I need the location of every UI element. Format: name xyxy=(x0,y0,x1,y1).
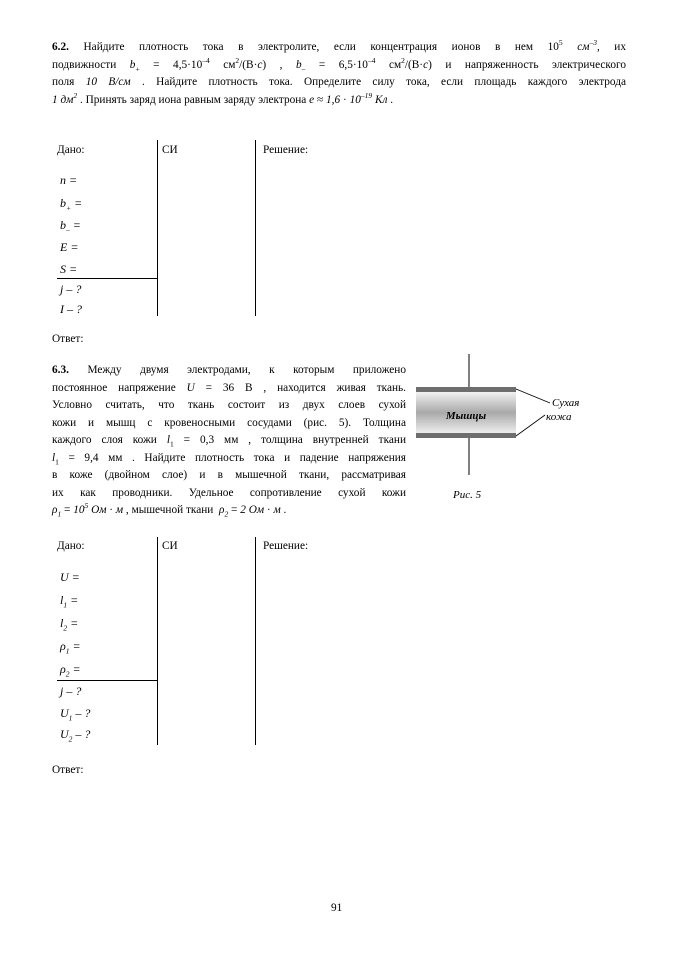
table-2-given-rho1: $\rho_1$ = xyxy=(60,639,81,656)
table-2-given-rho2: $\rho_2$ = xyxy=(60,662,81,679)
table-2-given-l1: $l_1$ = xyxy=(60,593,79,610)
table-2-given-find-separator xyxy=(57,680,157,681)
table-2-si-header: СИ xyxy=(162,540,178,552)
problem-6-3-line-6: $l_1 = 9,4$ мм . Найдите плотность тока и падение напряжения xyxy=(52,451,406,466)
problem-6-2-line-2: подвижности $b_+ = 4,5\cdot 10^{-4}$ $см^2/(В\cdot с)$ , $b_- = 6,5\cdot 10^{-4}$ $см^2/(В\cdot с)$ и напряженность электрического xyxy=(52,55,626,73)
skin-label-line-2: кожа xyxy=(546,411,572,423)
table-1-solution-header: Решение: xyxy=(263,144,309,156)
table-1-si-header: СИ xyxy=(162,144,178,156)
problem-6-2-line-1: 6.2. Найдите плотность тока в электролите, если концентрация ионов в нем $10^5$ $см^{-3}$, их xyxy=(52,38,627,53)
table-1-divider-left xyxy=(157,140,158,316)
problem-6-3-line-2: постоянное напряжение U = 36 В , находится живая ткань. xyxy=(52,381,406,394)
top-skin-layer xyxy=(416,387,516,392)
table-1-divider-right xyxy=(255,140,256,316)
table-1-given-header: Дано: xyxy=(57,144,85,156)
bottom-skin-layer xyxy=(416,433,516,438)
problem-6-3-line-7: в коже (двойном слое) и в мышечной ткани, рассматривая xyxy=(52,469,406,481)
table-2-given-u: U = xyxy=(60,570,80,584)
problem-6-3-line-1: 6.3. Между двумя электродами, к которым приложено xyxy=(52,364,406,376)
muscle-label: Мышцы xyxy=(445,410,487,422)
problem-6-2-line-3: поля 10 В/см . Найдите плотность тока. Определите силу тока, если площадь каждого электрода xyxy=(52,76,627,88)
table-1-given-b-plus: $b_+$ = xyxy=(60,196,83,213)
table-1-find-j: j – ? xyxy=(60,282,82,296)
table-1-given-n: n = xyxy=(60,173,78,187)
table-2-find-u2: $U_2$ – ? xyxy=(60,727,91,744)
table-1-given-s: S = xyxy=(60,262,78,276)
table-2-divider-left xyxy=(157,537,158,745)
problem-6-2-line-4: 1 $дм^2$ . Принять заряд иона равным заряду электрона $e \approx 1,6 \cdot 10^{-19}$ Кл . xyxy=(52,90,394,106)
table-2-given-l2: $l_2$ = xyxy=(60,616,79,633)
problem-6-3-line-5: каждого слоя кожи $l_1 = 0,3$ мм , толщина внутренней ткани xyxy=(52,434,406,449)
problem-6-3-line-8: их как проводники. Удельное сопротивление сухой кожи xyxy=(52,486,406,499)
problem-6-3-line-4: кожи и мышц с кровеносными сосудами (рис. 5). Толщина xyxy=(52,416,406,429)
skin-label-line-1: Сухая xyxy=(552,397,580,409)
problem-6-2-text xyxy=(52,39,626,109)
table-1-given-b-minus: $b_-$ = xyxy=(60,218,81,235)
table-1-find-i: I – ? xyxy=(60,302,82,316)
problem-6-3-text xyxy=(52,362,406,520)
figure-5-tissue-diagram xyxy=(410,350,620,510)
table-2-given-header: Дано: xyxy=(57,540,85,552)
table-2-find-j: j – ? xyxy=(60,684,82,698)
skin-pointer-bottom xyxy=(516,415,545,436)
table-2-find-u1: $U_1$ – ? xyxy=(60,706,91,723)
problem-6-3-line-9: $\rho_1 = 10^5$ Ом · м , мышечной ткани $\rho_2 = 2$ Ом · м . xyxy=(52,501,287,519)
page-number: 91 xyxy=(331,902,343,914)
table-2-divider-right xyxy=(255,537,256,745)
table-2-solution-header: Решение: xyxy=(263,540,309,552)
answer-1-label: Ответ: xyxy=(52,333,84,345)
answer-2-label: Ответ: xyxy=(52,764,84,776)
figure-caption: Рис. 5 xyxy=(453,489,482,501)
problem-6-3-line-3: Условно считать, что ткань состоит из двух слоев сухой xyxy=(52,399,406,411)
skin-pointer-top xyxy=(516,389,550,403)
table-1-given-e: E = xyxy=(60,240,79,254)
table-1-given-find-separator xyxy=(57,278,157,279)
